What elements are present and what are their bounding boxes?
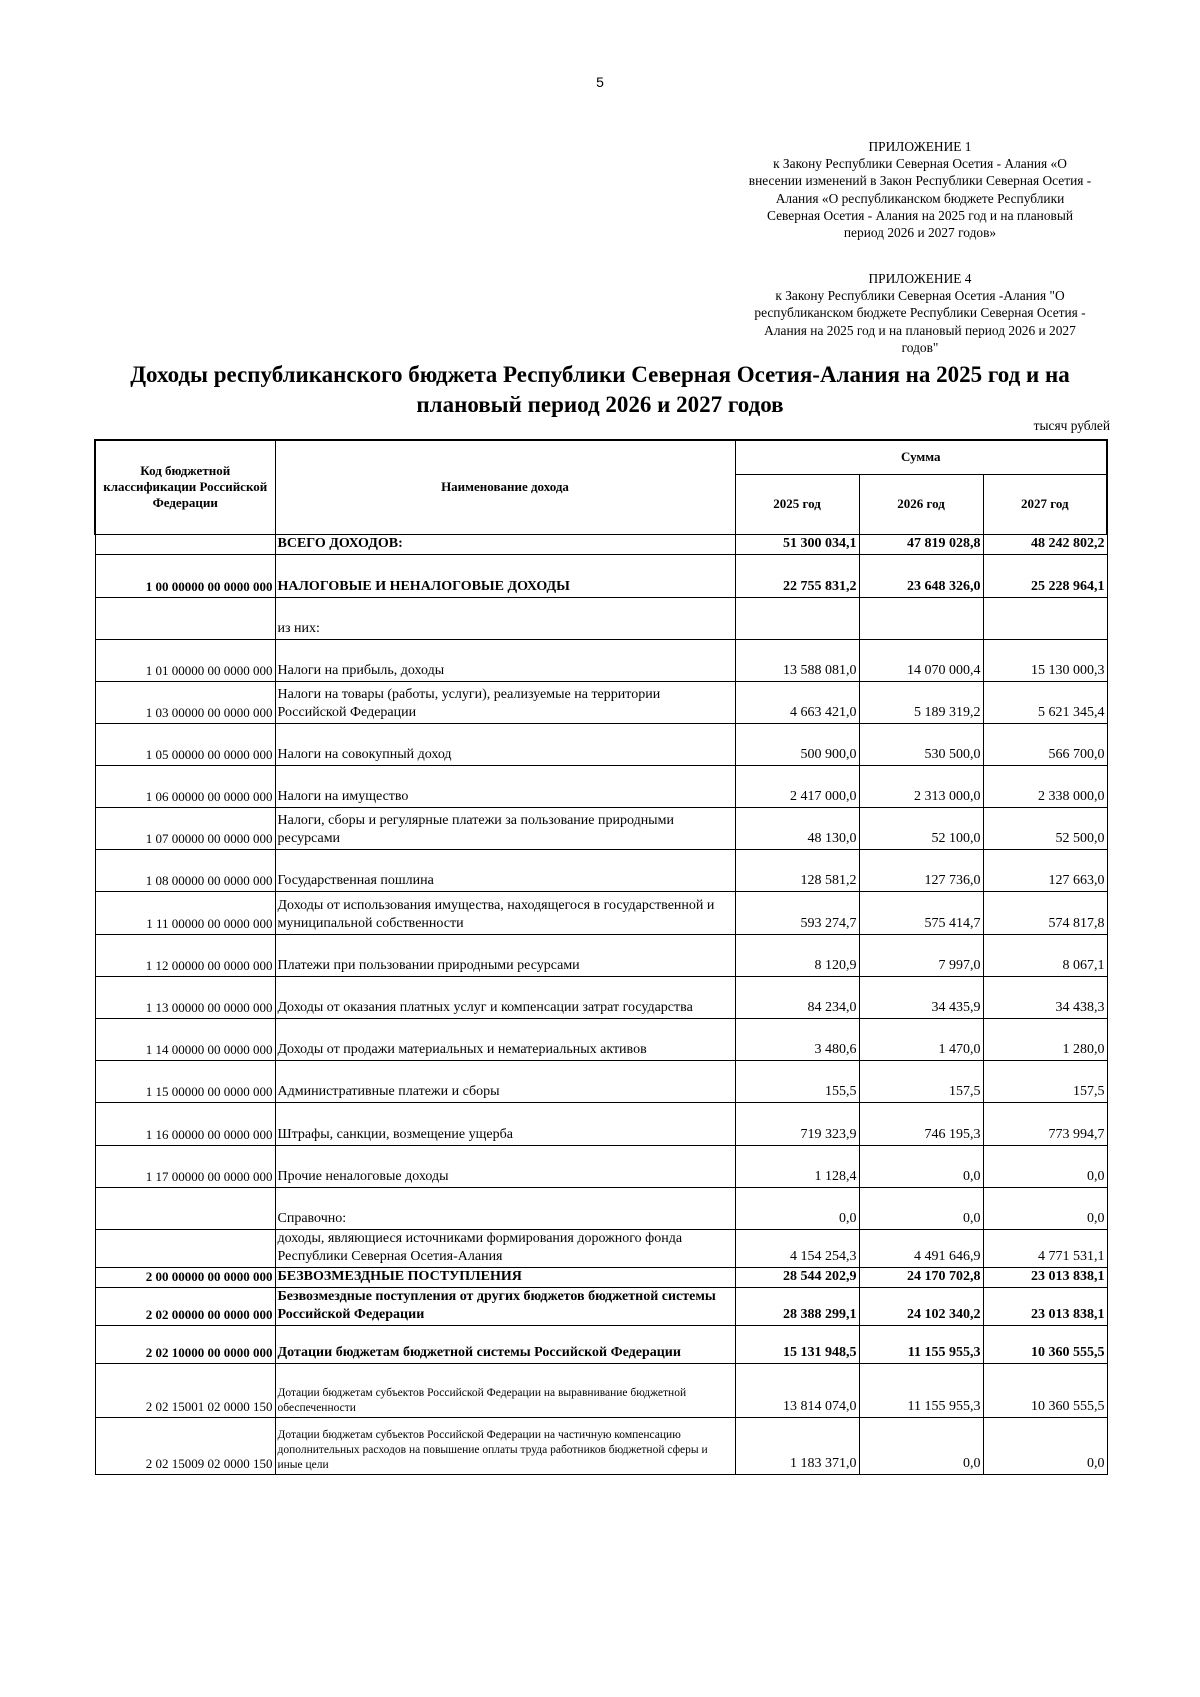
table-body xyxy=(95,535,1107,1475)
row-value-2027: 23 013 838,1 xyxy=(983,1268,1107,1288)
row-value-2027: 127 663,0 xyxy=(983,850,1107,892)
row-value-2026: 157,5 xyxy=(859,1061,983,1103)
row-code: 2 02 00000 00 0000 000 xyxy=(95,1288,275,1326)
row-name: ВСЕГО ДОХОДОВ: xyxy=(275,535,735,555)
row-value-2025: 4 663 421,0 xyxy=(735,682,859,724)
table-row xyxy=(95,1288,1107,1326)
row-code xyxy=(95,1188,275,1230)
row-value-2026: 0,0 xyxy=(859,1418,983,1475)
table-row xyxy=(95,766,1107,808)
row-value-2025: 13 814 074,0 xyxy=(735,1364,859,1418)
header-sum: Сумма xyxy=(735,440,1107,475)
appendix-1-title: ПРИЛОЖЕНИЕ 1 xyxy=(868,139,972,154)
row-value-2025: 13 588 081,0 xyxy=(735,640,859,682)
row-code: 1 17 00000 00 0000 000 xyxy=(95,1146,275,1188)
row-name: Доходы от использования имущества, находящегося в государственной и муниципальной собственности xyxy=(275,892,735,935)
row-value-2026: 1 470,0 xyxy=(859,1019,983,1061)
row-name: Налоги на прибыль, доходы xyxy=(275,640,735,682)
row-name: Государственная пошлина xyxy=(275,850,735,892)
row-name: БЕЗВОЗМЕЗДНЫЕ ПОСТУПЛЕНИЯ xyxy=(275,1268,735,1288)
row-name: Дотации бюджетам бюджетной системы Российской Федерации xyxy=(275,1326,735,1364)
table-row xyxy=(95,1146,1107,1188)
row-value-2027: 0,0 xyxy=(983,1188,1107,1230)
row-value-2026: 11 155 955,3 xyxy=(859,1364,983,1418)
row-value-2026: 5 189 319,2 xyxy=(859,682,983,724)
row-value-2026: 746 195,3 xyxy=(859,1103,983,1146)
row-value-2026: 23 648 326,0 xyxy=(859,555,983,598)
appendix-1-line: период 2026 и 2027 годов» xyxy=(843,225,997,241)
row-code: 1 12 00000 00 0000 000 xyxy=(95,935,275,977)
row-value-2027: 773 994,7 xyxy=(983,1103,1107,1146)
row-name: Платежи при пользовании природными ресурсами xyxy=(275,935,735,977)
row-value-2025: 28 388 299,1 xyxy=(735,1288,859,1326)
row-value-2027: 574 817,8 xyxy=(983,892,1107,935)
header-name: Наименование дохода xyxy=(275,440,735,535)
row-code: 1 03 00000 00 0000 000 xyxy=(95,682,275,724)
row-code xyxy=(95,1230,275,1268)
table-row xyxy=(95,555,1107,598)
row-value-2026: 11 155 955,3 xyxy=(859,1326,983,1364)
row-code: 2 02 15009 02 0000 150 xyxy=(95,1418,275,1475)
row-code: 2 00 00000 00 0000 000 xyxy=(95,1268,275,1288)
row-value-2025: 28 544 202,9 xyxy=(735,1268,859,1288)
row-value-2027: 0,0 xyxy=(983,1146,1107,1188)
row-value-2025: 84 234,0 xyxy=(735,977,859,1019)
row-code: 1 00 00000 00 0000 000 xyxy=(95,555,275,598)
table-row xyxy=(95,1268,1107,1288)
table-row xyxy=(95,892,1107,935)
row-value-2026 xyxy=(859,598,983,640)
row-value-2026: 127 736,0 xyxy=(859,850,983,892)
row-value-2027: 0,0 xyxy=(983,1418,1107,1475)
appendix-1-line: Алания «О республиканском бюджете Республики xyxy=(775,190,1065,206)
row-name: Доходы от оказания платных услуг и компенсации затрат государства xyxy=(275,977,735,1019)
table-row xyxy=(95,1019,1107,1061)
row-value-2025: 155,5 xyxy=(735,1061,859,1103)
table-row xyxy=(95,1230,1107,1268)
row-value-2027: 2 338 000,0 xyxy=(983,766,1107,808)
row-value-2025: 2 417 000,0 xyxy=(735,766,859,808)
row-name: Штрафы, санкции, возмещение ущерба xyxy=(275,1103,735,1146)
row-value-2026: 7 997,0 xyxy=(859,935,983,977)
row-name: Налоги на совокупный доход xyxy=(275,724,735,766)
row-value-2027: 23 013 838,1 xyxy=(983,1288,1107,1326)
row-value-2027: 157,5 xyxy=(983,1061,1107,1103)
row-name: из них: xyxy=(275,598,735,640)
row-name: Налоги на товары (работы, услуги), реализуемые на территории Российской Федерации xyxy=(275,682,735,724)
row-name: доходы, являющиеся источниками формирования дорожного фонда Республики Северная Осетия-Алания xyxy=(275,1230,735,1268)
row-value-2025: 48 130,0 xyxy=(735,808,859,850)
table-row xyxy=(95,1061,1107,1103)
row-code: 2 02 10000 00 0000 000 xyxy=(95,1326,275,1364)
row-code: 1 14 00000 00 0000 000 xyxy=(95,1019,275,1061)
revenue-table xyxy=(94,439,1108,1475)
row-value-2026: 14 070 000,4 xyxy=(859,640,983,682)
row-value-2027: 5 621 345,4 xyxy=(983,682,1107,724)
header-year-2026: 2026 год xyxy=(859,475,983,535)
row-value-2026: 530 500,0 xyxy=(859,724,983,766)
row-value-2025 xyxy=(735,598,859,640)
row-value-2026: 0,0 xyxy=(859,1146,983,1188)
row-code: 1 11 00000 00 0000 000 xyxy=(95,892,275,935)
row-name: Безвозмездные поступления от других бюджетов бюджетной системы Российской Федерации xyxy=(275,1288,735,1326)
row-name: Административные платежи и сборы xyxy=(275,1061,735,1103)
row-name: Справочно: xyxy=(275,1188,735,1230)
table-row xyxy=(95,850,1107,892)
units-label: тысяч рублей xyxy=(1033,418,1110,433)
row-value-2027: 52 500,0 xyxy=(983,808,1107,850)
row-value-2025: 8 120,9 xyxy=(735,935,859,977)
row-value-2027: 1 280,0 xyxy=(983,1019,1107,1061)
table-row xyxy=(95,1188,1107,1230)
row-value-2025: 719 323,9 xyxy=(735,1103,859,1146)
row-code: 2 02 15001 02 0000 150 xyxy=(95,1364,275,1418)
appendix-1-line: внесении изменений в Закон Республики Северная Осетия - xyxy=(748,173,1092,189)
appendix-1-block xyxy=(735,138,1105,241)
table-row xyxy=(95,535,1107,555)
table-row xyxy=(95,808,1107,850)
row-value-2026: 34 435,9 xyxy=(859,977,983,1019)
row-value-2027: 10 360 555,5 xyxy=(983,1364,1107,1418)
row-value-2026: 47 819 028,8 xyxy=(859,535,983,555)
row-value-2025: 3 480,6 xyxy=(735,1019,859,1061)
document-title-line: плановый период 2026 и 2027 годов xyxy=(416,392,784,417)
row-value-2026: 24 102 340,2 xyxy=(859,1288,983,1326)
header-code: Код бюджетной классификации Российской Федерации xyxy=(95,440,275,535)
row-value-2025: 128 581,2 xyxy=(735,850,859,892)
row-value-2025: 0,0 xyxy=(735,1188,859,1230)
table-row xyxy=(95,1103,1107,1146)
table-row xyxy=(95,1364,1107,1418)
row-name: Налоги на имущество xyxy=(275,766,735,808)
page-number: 5 xyxy=(596,74,604,90)
row-value-2025: 1 183 371,0 xyxy=(735,1418,859,1475)
row-value-2027: 566 700,0 xyxy=(983,724,1107,766)
row-value-2025: 1 128,4 xyxy=(735,1146,859,1188)
row-code xyxy=(95,598,275,640)
table-row xyxy=(95,598,1107,640)
row-name: Прочие неналоговые доходы xyxy=(275,1146,735,1188)
row-value-2027 xyxy=(983,598,1107,640)
row-name: НАЛОГОВЫЕ И НЕНАЛОГОВЫЕ ДОХОДЫ xyxy=(275,555,735,598)
row-value-2025: 22 755 831,2 xyxy=(735,555,859,598)
document-title xyxy=(90,360,1110,420)
row-value-2025: 51 300 034,1 xyxy=(735,535,859,555)
row-name: Дотации бюджетам субъектов Российской Федерации на выравнивание бюджетной обеспеченности xyxy=(275,1364,735,1418)
row-value-2027: 8 067,1 xyxy=(983,935,1107,977)
row-value-2027: 15 130 000,3 xyxy=(983,640,1107,682)
appendix-4-line: годов" xyxy=(901,339,939,355)
row-value-2026: 4 491 646,9 xyxy=(859,1230,983,1268)
row-value-2027: 10 360 555,5 xyxy=(983,1326,1107,1364)
appendix-4-line: республиканском бюджете Республики Северная Осетия - xyxy=(754,305,1086,321)
row-code: 1 08 00000 00 0000 000 xyxy=(95,850,275,892)
row-value-2026: 2 313 000,0 xyxy=(859,766,983,808)
table-row xyxy=(95,935,1107,977)
table-row xyxy=(95,977,1107,1019)
row-code: 1 06 00000 00 0000 000 xyxy=(95,766,275,808)
row-value-2027: 34 438,3 xyxy=(983,977,1107,1019)
table-row xyxy=(95,682,1107,724)
appendix-4-line: Алания на 2025 год и на плановый период 2026 и 2027 xyxy=(764,322,1076,338)
row-value-2026: 575 414,7 xyxy=(859,892,983,935)
table-row xyxy=(95,640,1107,682)
row-name: Доходы от продажи материальных и нематериальных активов xyxy=(275,1019,735,1061)
row-code: 1 07 00000 00 0000 000 xyxy=(95,808,275,850)
row-value-2025: 15 131 948,5 xyxy=(735,1326,859,1364)
row-value-2027: 4 771 531,1 xyxy=(983,1230,1107,1268)
appendix-1-line: к Закону Республики Северная Осетия - Алания «О xyxy=(773,156,1067,172)
header-year-2027: 2027 год xyxy=(983,475,1107,535)
row-value-2026: 52 100,0 xyxy=(859,808,983,850)
row-value-2025: 500 900,0 xyxy=(735,724,859,766)
header-year-2025: 2025 год xyxy=(735,475,859,535)
row-value-2026: 0,0 xyxy=(859,1188,983,1230)
row-value-2026: 24 170 702,8 xyxy=(859,1268,983,1288)
row-value-2027: 48 242 802,2 xyxy=(983,535,1107,555)
row-value-2025: 593 274,7 xyxy=(735,892,859,935)
appendix-4-block xyxy=(735,270,1105,356)
row-value-2025: 4 154 254,3 xyxy=(735,1230,859,1268)
row-value-2027: 25 228 964,1 xyxy=(983,555,1107,598)
row-code: 1 01 00000 00 0000 000 xyxy=(95,640,275,682)
appendix-4-title: ПРИЛОЖЕНИЕ 4 xyxy=(868,271,972,286)
table-row xyxy=(95,1326,1107,1364)
row-name: Налоги, сборы и регулярные платежи за пользование природными ресурсами xyxy=(275,808,735,850)
table-row xyxy=(95,1418,1107,1475)
row-code: 1 15 00000 00 0000 000 xyxy=(95,1061,275,1103)
appendix-1-line: Северная Осетия - Алания на 2025 год и на плановый xyxy=(766,207,1074,223)
appendix-4-line: к Закону Республики Северная Осетия -Алания "О xyxy=(775,288,1065,304)
row-code: 1 16 00000 00 0000 000 xyxy=(95,1103,275,1146)
row-code: 1 13 00000 00 0000 000 xyxy=(95,977,275,1019)
row-code: 1 05 00000 00 0000 000 xyxy=(95,724,275,766)
row-code xyxy=(95,535,275,555)
row-name: Дотации бюджетам субъектов Российской Федерации на частичную компенсацию дополнительных расходов на повышение оплаты труда работников бюджетной сферы и иные цели xyxy=(275,1418,735,1475)
document-title-line: Доходы республиканского бюджета Республики Северная Осетия-Алания на 2025 год и на xyxy=(130,362,1070,387)
table-row xyxy=(95,724,1107,766)
